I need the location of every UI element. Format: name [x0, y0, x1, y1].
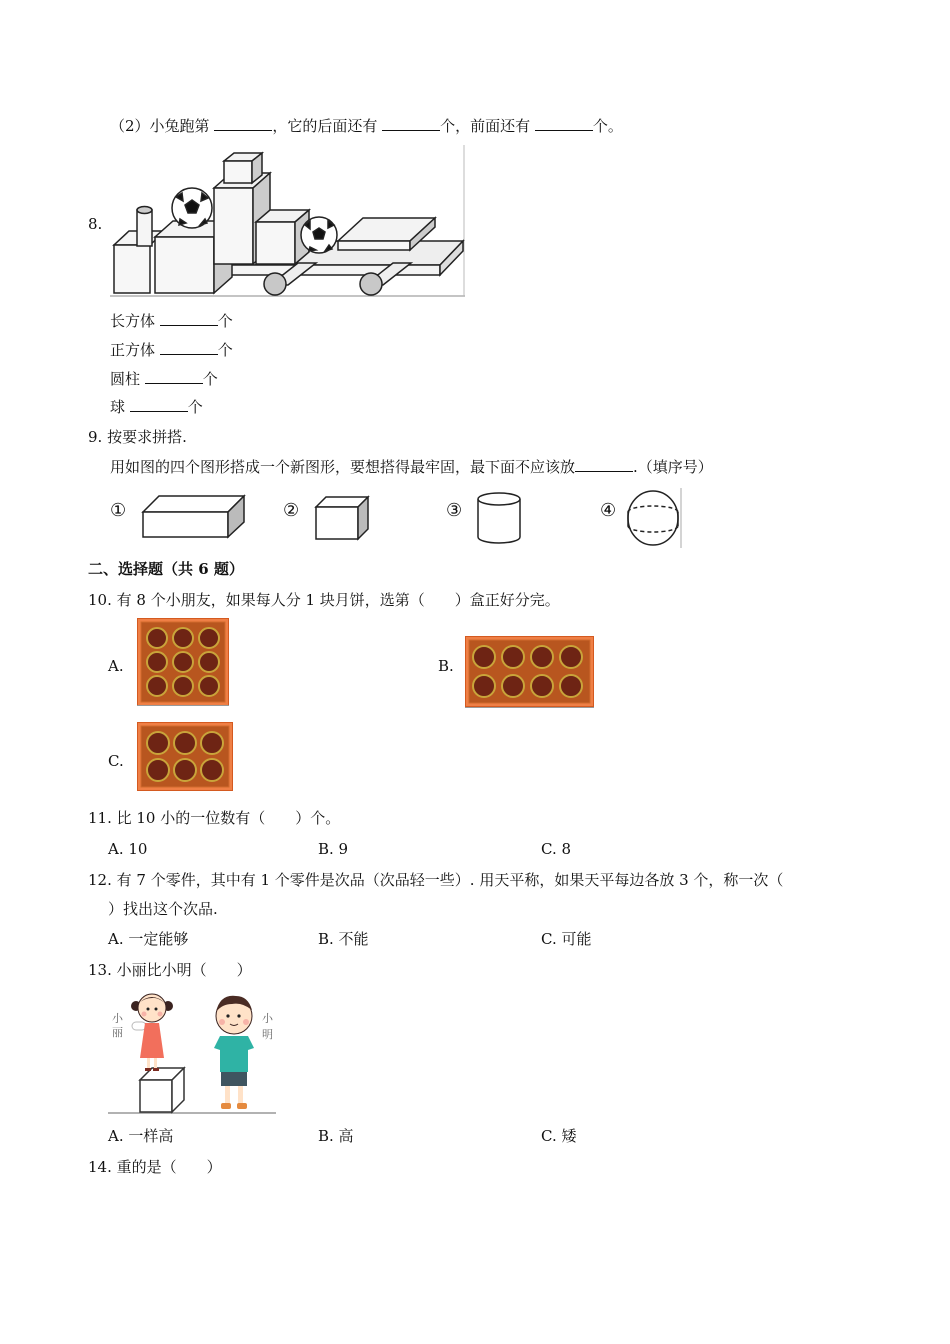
sphere-icon	[626, 488, 682, 548]
q8-item-cylinder	[110, 369, 218, 389]
girl-icon	[131, 994, 173, 1071]
shape-mark-2: ②	[283, 500, 300, 521]
q13-stem: 13. 小丽比小明（ ）	[88, 961, 252, 979]
q10-stem: 10. 有 8 个小朋友，如果每人分 1 块月饼，选第（ ）盒正好分完。	[88, 591, 560, 609]
q12-stem-line2: ）找出这个次品.	[108, 900, 218, 918]
boy-icon	[214, 996, 254, 1109]
mooncake-box-b[interactable]	[465, 636, 594, 708]
mooncake-box-a[interactable]	[137, 618, 229, 706]
shape-mark-1: ①	[110, 500, 127, 521]
section-title: 二、选择题（共 6 题）	[88, 560, 244, 578]
q12-option-a[interactable]: A. 一定能够	[108, 930, 189, 948]
q11-stem: 11. 比 10 小的一位数有（ ）个。	[88, 809, 341, 827]
q7-part2-line	[110, 116, 623, 136]
q8-item-sphere	[110, 397, 203, 417]
item-unit: 个	[202, 370, 218, 388]
cylinder-icon	[474, 490, 524, 546]
q12-option-b[interactable]: B. 不能	[318, 930, 369, 948]
q9-prompt: 用如图的四个图形搭成一个新图形，要想搭得最牢固，最下面不应该放	[110, 458, 576, 476]
q13-option-b[interactable]: B. 高	[318, 1127, 354, 1145]
q11-option-a[interactable]: A. 10	[108, 840, 148, 858]
q12-option-c[interactable]: C. 可能	[541, 930, 592, 948]
girl-label: 小	[112, 1012, 123, 1025]
q13-option-a[interactable]: A. 一样高	[108, 1127, 174, 1145]
boy-label: 明	[262, 1028, 273, 1041]
answer-blank[interactable]	[160, 340, 218, 355]
q12-stem-line1: 12. 有 7 个零件，其中有 1 个零件是次品（次品轻一些）. 用天平称，如果天平每边各放 3 个，称一次（	[88, 871, 784, 889]
q9-suffix: .（填序号）	[633, 458, 713, 476]
q7-part2-text: （2）小兔跑第	[110, 117, 210, 135]
shape-mark-3: ③	[446, 500, 463, 521]
q9-shapes	[108, 484, 688, 548]
height-comparison-figure	[108, 988, 278, 1116]
q10-option-b-label[interactable]: B.	[438, 657, 454, 675]
answer-blank[interactable]	[160, 311, 218, 326]
answer-blank[interactable]	[145, 369, 203, 384]
answer-blank[interactable]	[535, 116, 593, 131]
item-unit: 个	[217, 341, 233, 359]
q7-part2-text: 个。	[592, 117, 623, 135]
mooncake-box-c[interactable]	[137, 722, 233, 792]
item-unit: 个	[217, 312, 233, 330]
answer-blank[interactable]	[214, 116, 272, 131]
q8-item-cuboid	[110, 311, 233, 331]
q9-title: 9. 按要求拼搭.	[88, 428, 187, 446]
cuboid-icon	[140, 492, 246, 540]
answer-blank[interactable]	[130, 397, 188, 412]
q10-option-c-label[interactable]: C.	[108, 752, 124, 770]
boy-label: 小	[262, 1012, 273, 1025]
item-label: 圆柱	[110, 370, 141, 388]
q9-prompt-line	[110, 457, 713, 477]
cube-icon	[313, 494, 371, 542]
shape-mark-4: ④	[600, 500, 617, 521]
girl-label: 丽	[112, 1026, 123, 1039]
block-train-figure	[110, 145, 465, 297]
q7-part2-text: ，它的后面还有	[272, 117, 378, 135]
answer-blank[interactable]	[382, 116, 440, 131]
item-unit: 个	[187, 398, 203, 416]
q10-option-a-label[interactable]: A.	[108, 657, 124, 675]
item-label: 长方体	[110, 312, 156, 330]
q8-number: 8.	[88, 215, 103, 233]
q7-part2-text: 个，前面还有	[440, 117, 531, 135]
q11-option-c[interactable]: C. 8	[541, 840, 572, 858]
answer-blank[interactable]	[575, 457, 633, 472]
q13-option-c[interactable]: C. 矮	[541, 1127, 577, 1145]
item-label: 球	[110, 398, 126, 416]
q8-item-cube	[110, 340, 233, 360]
q14-stem: 14. 重的是（ ）	[88, 1158, 222, 1176]
q11-option-b[interactable]: B. 9	[318, 840, 349, 858]
item-label: 正方体	[110, 341, 156, 359]
